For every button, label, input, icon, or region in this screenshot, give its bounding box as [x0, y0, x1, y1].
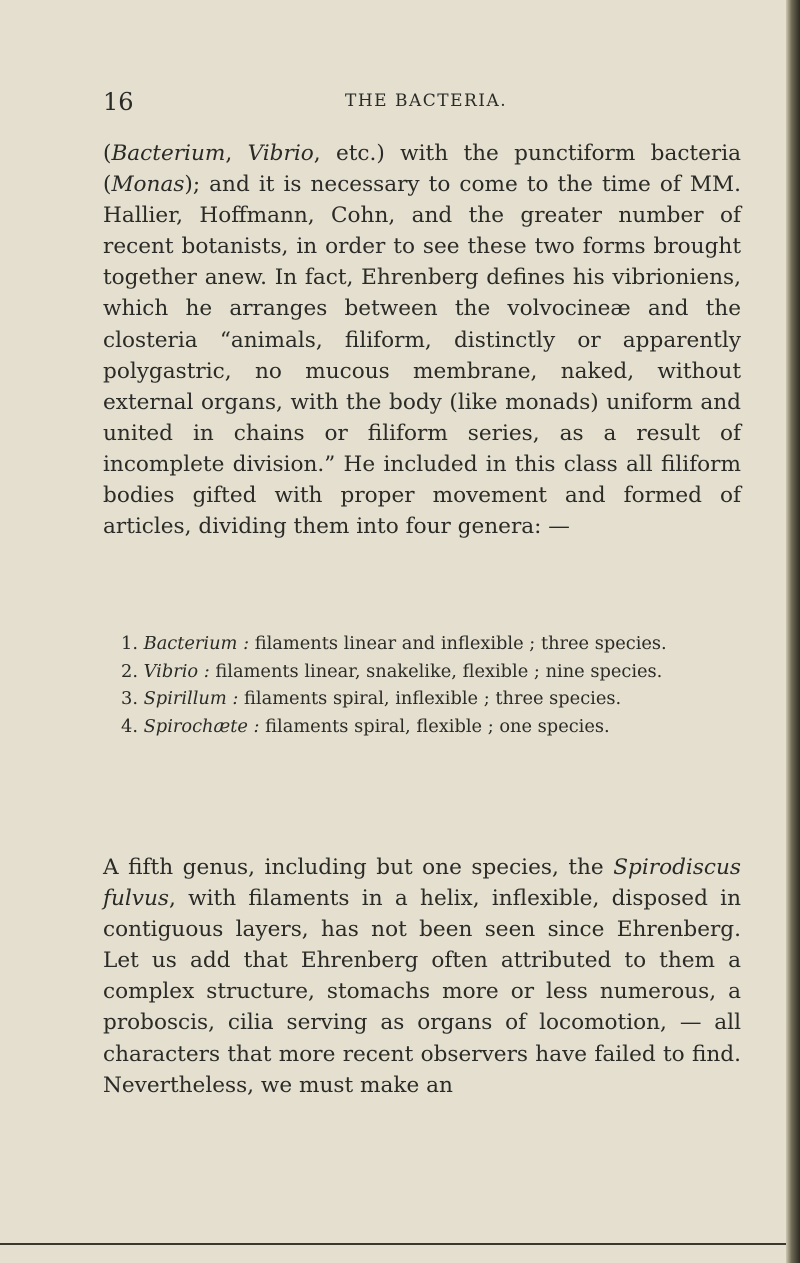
- item-description: filaments linear and inflexible ; three species.: [254, 633, 667, 654]
- genus-name: Vibrio: [247, 141, 314, 166]
- text-run: , etc.) with the punctiform bacteria (: [103, 141, 741, 198]
- list-item: 3. Spirillum : filaments spiral, inflexible ; three species.: [121, 688, 622, 709]
- genus-name: Spirochæte: [143, 715, 248, 737]
- paragraph-1: [103, 138, 741, 542]
- item-number: 3.: [121, 688, 138, 709]
- item-number: 1.: [121, 633, 138, 654]
- list-item: 1. Bacterium : filaments linear and inflexible ; three species.: [121, 633, 667, 654]
- species-name: Spirodiscus fulvus: [103, 855, 741, 912]
- paragraph-2: [103, 852, 741, 1101]
- text-run: , with filaments in a helix, inflexible, disposed in contiguous layers, has not been seen since Ehrenberg. Let us add that Ehrenberg often attributed to them a complex structure, stomachs more or less numerous, a proboscis, cilia serving as organs of locomotion, — all characters that more recent observers have failed to find. Nevertheless, we must make an: [103, 886, 741, 1098]
- genus-name: Bacterium: [143, 633, 238, 654]
- page-bottom-rule: [0, 1243, 792, 1245]
- list-item: 4. Spirochæte : filaments spiral, flexible ; one species.: [121, 715, 610, 737]
- item-number: 4.: [121, 715, 138, 737]
- item-number: 2.: [121, 660, 138, 682]
- genus-name: Bacterium: [111, 141, 226, 166]
- item-description: filaments spiral, flexible ; one species.: [265, 715, 610, 737]
- item-description: filaments linear, snakelike, flexible ; nine species.: [215, 660, 663, 682]
- genus-name: Vibrio: [143, 660, 199, 682]
- text-run: ,: [225, 141, 248, 166]
- genus-name: Monas: [111, 172, 185, 198]
- running-head: THE BACTERIA.: [345, 91, 508, 111]
- page-header: [0, 88, 792, 118]
- item-description: filaments spiral, inflexible ; three species.: [244, 688, 622, 709]
- book-edge-shadow: [786, 0, 800, 1263]
- text-run: (: [103, 141, 112, 166]
- page-number: 16: [103, 88, 134, 116]
- genera-list: [103, 630, 741, 740]
- text-run: ); and it is necessary to come to the time of MM. Hallier, Hoffmann, Cohn, and the greater number of recent botanists, in order to see these two forms brought together anew. In fact, Ehrenberg defines his vibrioniens, which he arranges between the volvocineæ and the closteria “animals, filiform, distinctly or apparently polygastric, no mucous membrane, naked, without external organs, with the body (like monads) uniform and united in chains or filiform series, as a result of incomplete division.” He included in this class all filiform bodies gifted with proper movement and formed of articles, dividing them into four genera: —: [103, 172, 741, 540]
- text-run: A fifth genus, including but one species, the: [103, 855, 614, 880]
- genus-name: Spirillum: [143, 688, 227, 709]
- list-item: 2. Vibrio : filaments linear, snakelike, flexible ; nine species.: [121, 660, 663, 682]
